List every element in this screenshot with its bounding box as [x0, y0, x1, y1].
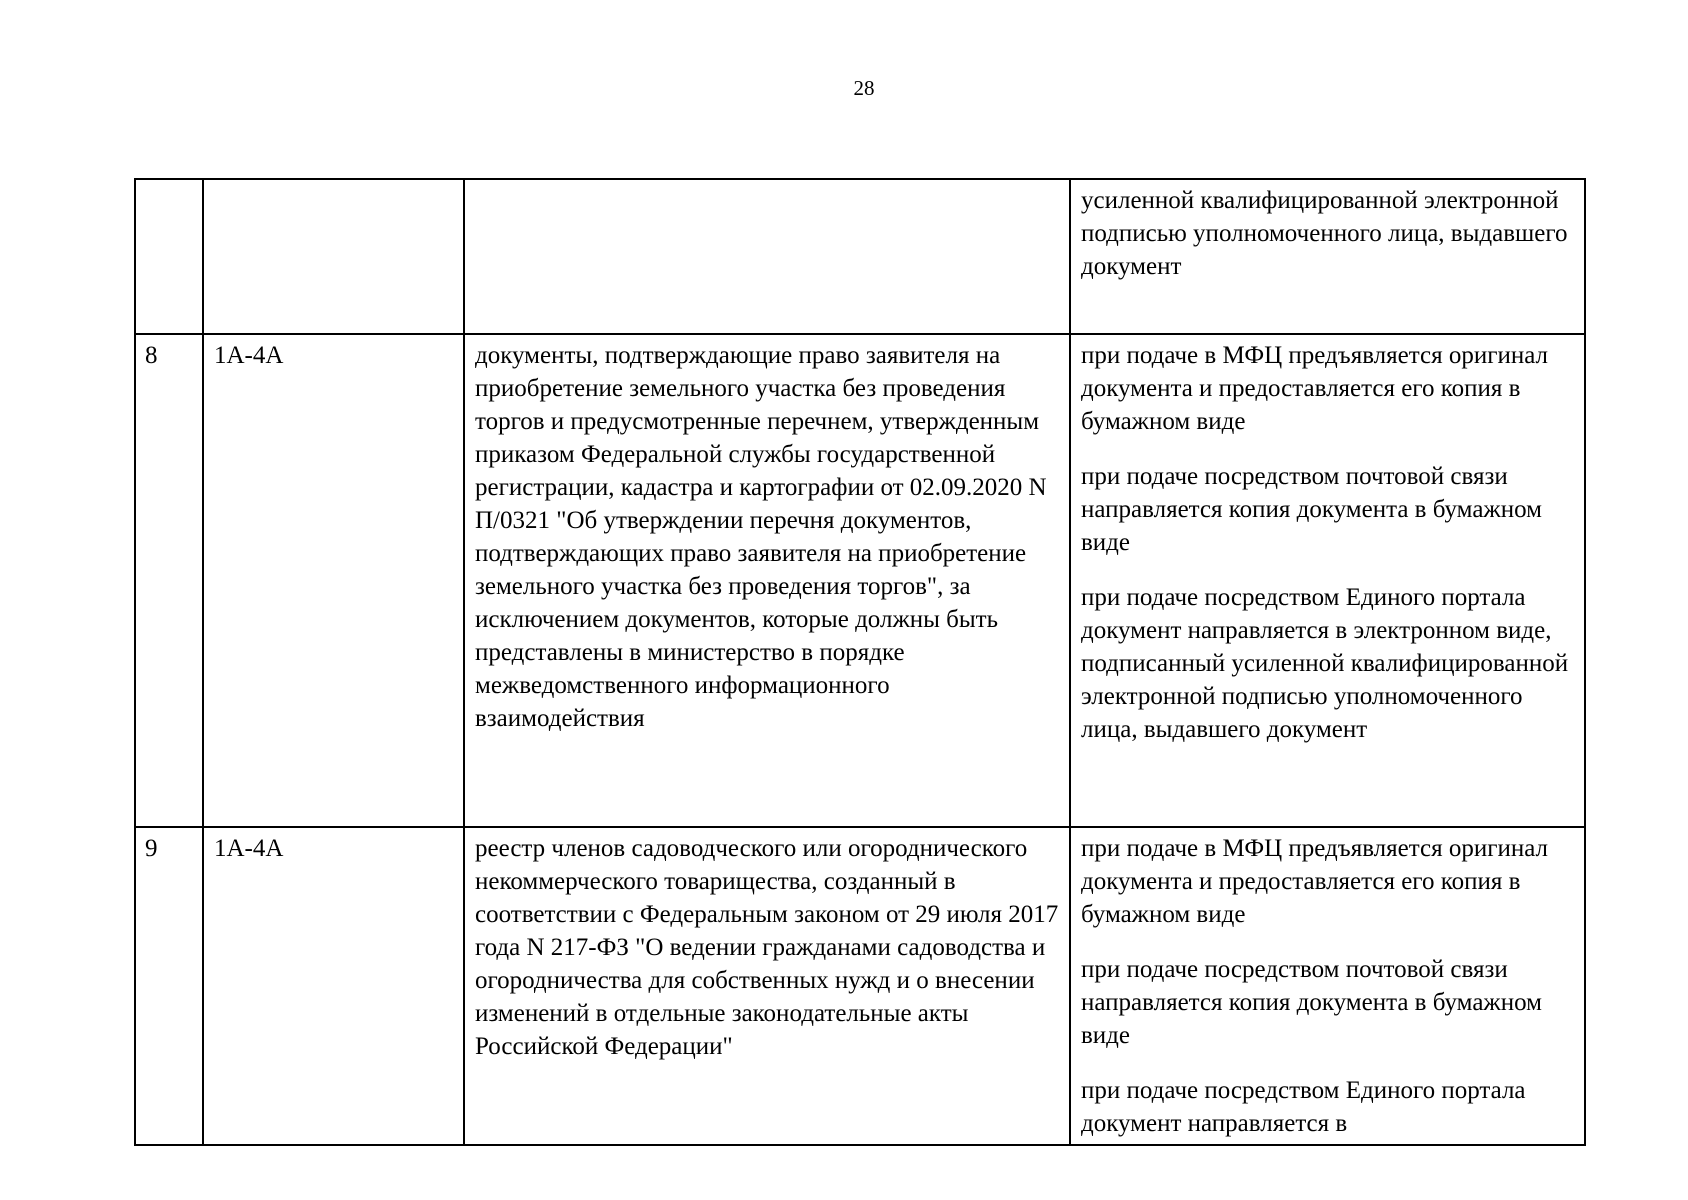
row-code-cell: 1А-4А [203, 827, 464, 1145]
description-paragraph: документы, подтверждающие право заявителя на приобретение земельного участка без проведения торгов и предусмотренные перечнем, утвержденным приказом Федеральной службы государственной регистрации, кадастра и картографии от 02.09.2020 N П/0321 "Об утверждении перечня документов, подтверждающих право заявителя на приобретение земельного участка без проведения торгов", за исключением документов, которые должны быть представлены в министерство в порядке межведомственного информационного взаимодействия [475, 342, 1047, 732]
row-submission-cell [1070, 334, 1585, 827]
table-row [135, 334, 1585, 827]
submission-paragraph: при подаче посредством почтовой связи направляется копия документа в бумажном виде [1081, 463, 1542, 556]
row-submission-cell [1070, 179, 1585, 334]
page-number: 28 [853, 76, 875, 100]
submission-paragraph: при подаче в МФЦ предъявляется оригинал документа и предоставляется его копия в бумажном виде [1081, 342, 1549, 435]
row-submission-cell [1070, 827, 1585, 1145]
submission-paragraph: при подаче посредством почтовой связи направляется копия документа в бумажном виде [1081, 956, 1542, 1049]
submission-paragraph: усиленной квалифицированной электронной подписью уполномоченного лица, выдавшего документ [1081, 187, 1568, 280]
document-table [134, 178, 1586, 1146]
row-description-cell [464, 334, 1070, 827]
row-code-cell [203, 179, 464, 334]
table-row [135, 827, 1585, 1145]
row-code-cell: 1А-4А [203, 334, 464, 827]
row-number-cell [135, 179, 203, 334]
row-number-cell: 9 [135, 827, 203, 1145]
description-paragraph: реестр членов садоводческого или огороднического некоммерческого товарищества, созданный в соответствии с Федеральным законом от 29 июля 2017 года N 217-ФЗ "О ведении гражданами садоводства и огородничества для собственных нужд и о внесении изменений в отдельные законодательные акты Российской Федерации" [475, 835, 1059, 1060]
table-row [135, 179, 1585, 334]
table-body [135, 179, 1585, 1145]
row-number-cell: 8 [135, 334, 203, 827]
submission-paragraph: при подаче в МФЦ предъявляется оригинал документа и предоставляется его копия в бумажном виде [1081, 835, 1549, 928]
submission-paragraph: при подаче посредством Единого портала документ направляется в электронном виде, подписанный усиленной квалифицированной электронной подписью уполномоченного лица, выдавшего документ [1081, 584, 1569, 743]
row-description-cell [464, 827, 1070, 1145]
submission-paragraph: при подаче посредством Единого портала документ направляется в [1081, 1077, 1526, 1137]
row-description-cell [464, 179, 1070, 334]
